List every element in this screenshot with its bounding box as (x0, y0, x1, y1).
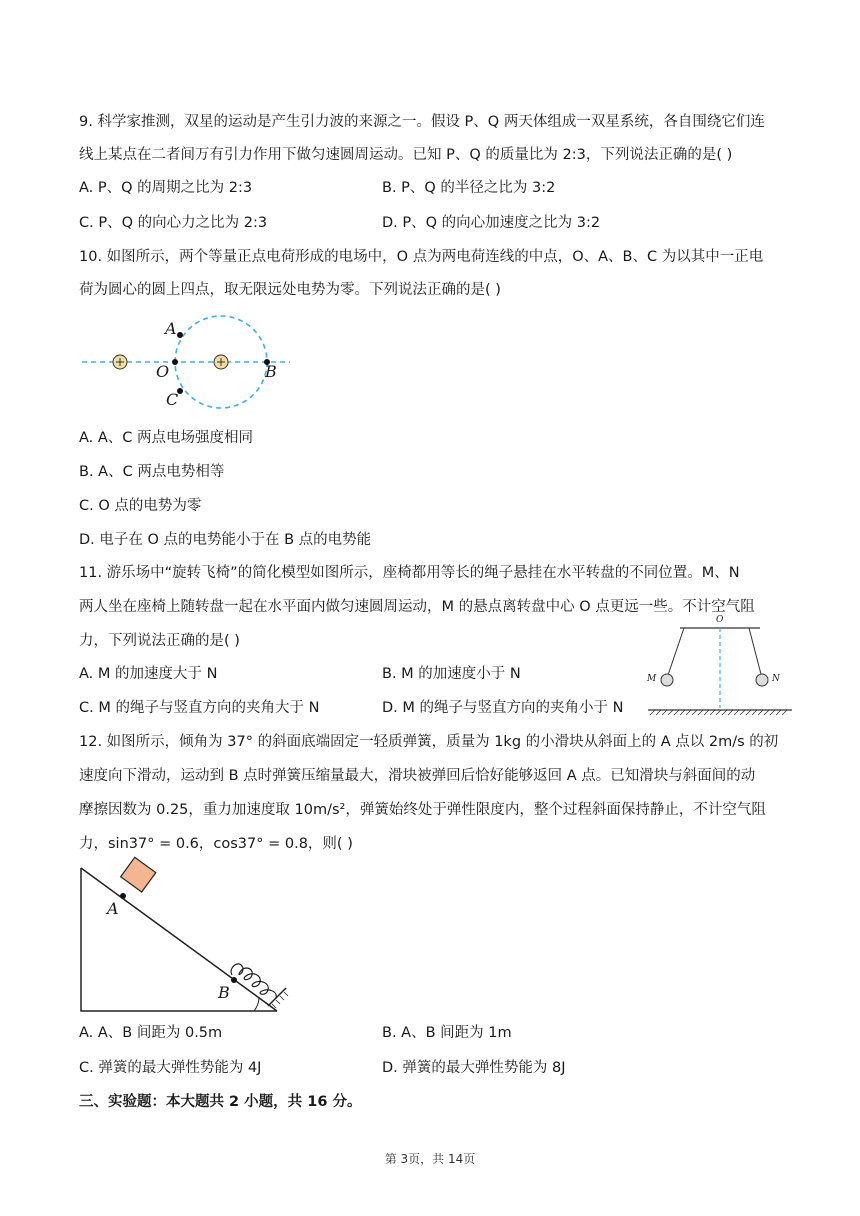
q10-option-d: D. 电子在 O 点的电势能小于在 B 点的电势能 (79, 532, 372, 548)
label-m: M (647, 674, 657, 684)
q10-option-c: C. O 点的电势为零 (79, 498, 202, 514)
q12-option-d: D. 弹簧的最大弹性势能为 8J (382, 1060, 566, 1076)
q9-option-a: A. P、Q 的周期之比为 2:3 (79, 180, 253, 196)
q9-option-c: C. P、Q 的向心力之比为 2:3 (79, 215, 268, 231)
q9-stem-line1: 9. 科学家推测，双星的运动是产生引力波的来源之一。假设 P、Q 两天体组成一双星系统，各自围绕它们连 (79, 114, 765, 130)
angle-arc (254, 997, 259, 1011)
label-n: N (772, 674, 780, 684)
spring-coil (231, 964, 276, 998)
q12-stem-line2: 速度向下滑动，运动到 B 点时弹簧压缩量最大，滑块被弹回后恰好能够返回 A 点。已知滑块与斜面间的动 (79, 768, 756, 784)
point-b-dot (231, 977, 237, 983)
q9-stem-line2: 线上某点在二者间万有引力作用下做匀速圆周运动。已知 P、Q 的质量比为 2:3，下列说法正确的是( ) (79, 147, 733, 163)
q11-stem-line2: 两人坐在座椅上随转盘一起在水平面内做匀速圆周运动，M 的悬点离转盘中心 O 点更远一些。不计空气阻 (79, 599, 755, 615)
q12-option-b: B. A、B 间距为 1m (382, 1025, 512, 1041)
q10-stem-line2: 荷为圆心的圆上四点，取无限远处电势为零。下列说法正确的是( ) (79, 282, 501, 298)
q11-option-d: D. M 的绳子与竖直方向的夹角小于 N (382, 700, 624, 716)
label-c: C (166, 390, 179, 409)
label-b-incline: B (218, 983, 230, 1002)
q12-stem-line1: 12. 如图所示，倾角为 37° 的斜面底端固定一轻质弹簧，质量为 1kg 的小滑块从斜面上的 A 点以 2m/s 的初 (79, 734, 779, 750)
q10-option-a: A. A、C 两点电场强度相同 (79, 430, 254, 446)
q12-option-c: C. 弹簧的最大弹性势能为 4J (79, 1060, 262, 1076)
slider-block (121, 857, 156, 892)
q11-option-a: A. M 的加速度大于 N (79, 666, 218, 682)
q11-stem-line1: 11. 游乐场中“旋转飞椅”的简化模型如图所示，座椅都用等长的绳子悬挂在水平转盘的不同位置。M、N (79, 565, 740, 581)
label-o: O (156, 362, 170, 381)
incline-slope (81, 868, 277, 1011)
q12-option-a: A. A、B 间距为 0.5m (79, 1025, 223, 1041)
page-footer: 第 3页，共 14页 (384, 1152, 476, 1166)
q9-option-b: B. P、Q 的半径之比为 3:2 (382, 180, 556, 196)
q11-option-c: C. M 的绳子与竖直方向的夹角大于 N (79, 700, 320, 716)
q12-stem-line3: 摩擦因数为 0.25，重力加速度取 10m/s²，弹簧始终处于弹性限度内，整个过程斜面保持静止，不计空气阻 (79, 802, 766, 818)
q9-option-d: D. P、Q 的向心加速度之比为 3:2 (382, 215, 601, 231)
q11-option-b: B. M 的加速度小于 N (382, 666, 521, 682)
q11-stem-line3: 力，下列说法正确的是( ) (79, 633, 240, 649)
q10-option-b: B. A、C 两点电势相等 (79, 464, 225, 480)
point-a-dot (120, 893, 126, 899)
section-3-heading: 三、实验题：本大题共 2 小题，共 16 分。 (79, 1094, 362, 1110)
q10-stem-line1: 10. 如图所示，两个等量正点电荷形成的电场中，O 点为两电荷连线的中点，O、A、B、C 为以其中一正电 (79, 249, 764, 265)
label-b: B (265, 362, 277, 381)
label-a-incline: A (107, 899, 119, 918)
label-o-turntable: O (716, 615, 724, 625)
label-a: A (165, 319, 177, 338)
q12-stem-line4: 力，sin37° = 0.6，cos37° = 0.8，则( ) (79, 836, 353, 852)
